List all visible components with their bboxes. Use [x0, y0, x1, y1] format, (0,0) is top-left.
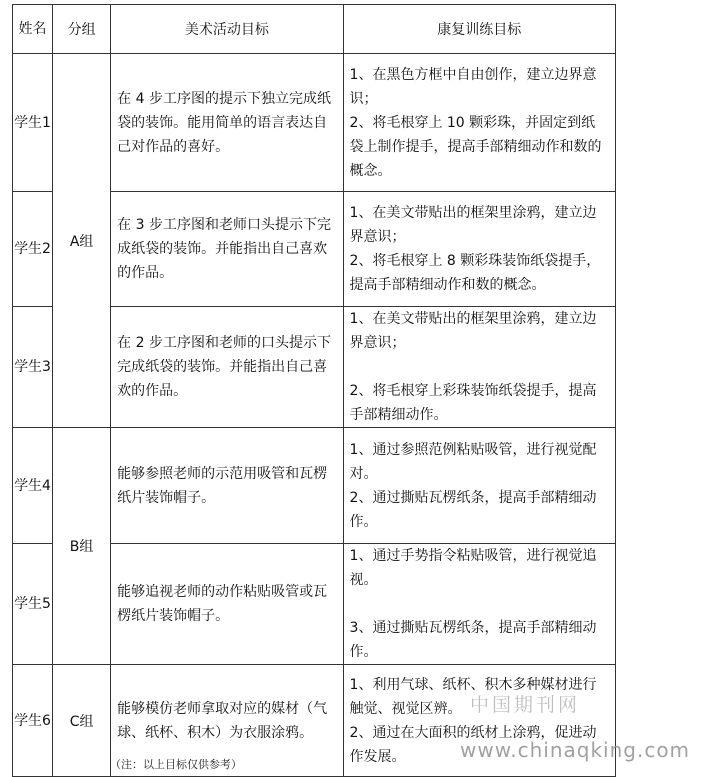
student-name: 学生6 [13, 665, 53, 777]
rehab-item: 1、在美文带贴出的框架里涂鸦，建立边界意识； [349, 205, 597, 245]
rehab-goal [343, 307, 615, 428]
table-caption: （注：以上目标仅供参考） [110, 758, 242, 771]
student-name: 学生3 [13, 307, 53, 428]
rehab-goal [343, 544, 615, 665]
watermark-logo: 中国期刊网 [470, 694, 581, 716]
header-group: 分组 [53, 5, 111, 54]
rehab-goal [343, 192, 615, 307]
art-goal: 在 2 步工序图和老师的口头提示下完成纸袋的装饰。并能指出自己喜欢的作品。 [111, 307, 343, 428]
group-cell: B组 [53, 428, 111, 665]
table-row [13, 54, 616, 192]
student-name: 学生5 [13, 544, 53, 665]
group-cell: A组 [53, 54, 111, 428]
rehab-item: 2、将毛根穿上彩珠装饰纸袋提手，提高手部精细动作。 [349, 383, 597, 423]
rehab-item: 2、通过在大面积的纸材上涂鸦，促进动作发展。 [349, 724, 597, 765]
rehab-spacer [350, 355, 609, 379]
rehab-item: 1、在美文带贴出的框架里涂鸦，建立边界意识； [349, 311, 597, 351]
rehab-item: 1、利用气球、纸杯、积木多种媒材进行触觉、视觉区辨。 [349, 676, 597, 717]
rehab-item: 1、通过参照范例粘贴吸管，进行视觉配对。 [349, 441, 597, 482]
table-row [13, 428, 616, 544]
rehab-goal [343, 54, 615, 192]
student-name: 学生4 [13, 428, 53, 544]
student-name: 学生2 [13, 192, 53, 307]
group-cell: C组 [53, 665, 111, 777]
header-row [13, 5, 616, 54]
art-goal: 能够参照老师的示范用吸管和瓦楞纸片装饰帽子。 [111, 428, 343, 544]
rehab-item: 1、在黑色方框中自由创作，建立边界意识； [349, 66, 597, 107]
goals-table [12, 4, 616, 777]
header-rehab-goal: 康复训练目标 [343, 5, 615, 54]
rehab-goal [343, 428, 615, 544]
header-art-goal: 美术活动目标 [111, 5, 343, 54]
art-goal: 能够模仿老师拿取对应的媒材（气球、纸杯、积木）为衣服涂鸦。 [111, 665, 343, 777]
rehab-item: 2、将毛根穿上 10 颗彩珠，并固定到纸袋上制作提手，提高手部精细动作和数的概念。 [349, 114, 602, 179]
header-name: 姓名 [13, 5, 53, 54]
rehab-item: 2、将毛根穿上 8 颗彩珠装饰纸袋提手，提高手部精细动作和数的概念。 [349, 253, 601, 293]
art-goal: 在 4 步工序图的提示下独立完成纸袋的装饰。能用简单的语言表达自己对作品的喜好。 [111, 54, 343, 192]
watermark-url: www.chinaqking.com [460, 738, 691, 762]
rehab-spacer [350, 592, 609, 616]
student-name: 学生1 [13, 54, 53, 192]
rehab-item: 2、通过撕贴瓦楞纸条，提高手部精细动作。 [349, 489, 597, 530]
rehab-item: 1、通过手势指令粘贴吸管，进行视觉追视。 [349, 548, 597, 588]
art-goal: 在 3 步工序图和老师口头提示下完成纸袋的装饰。并能指出自己喜欢的作品。 [111, 192, 343, 307]
art-goal: 能够追视老师的动作粘贴吸管或瓦楞纸片装饰帽子。 [111, 544, 343, 665]
rehab-item: 3、通过撕贴瓦楞纸条，提高手部精细动作。 [349, 620, 597, 660]
